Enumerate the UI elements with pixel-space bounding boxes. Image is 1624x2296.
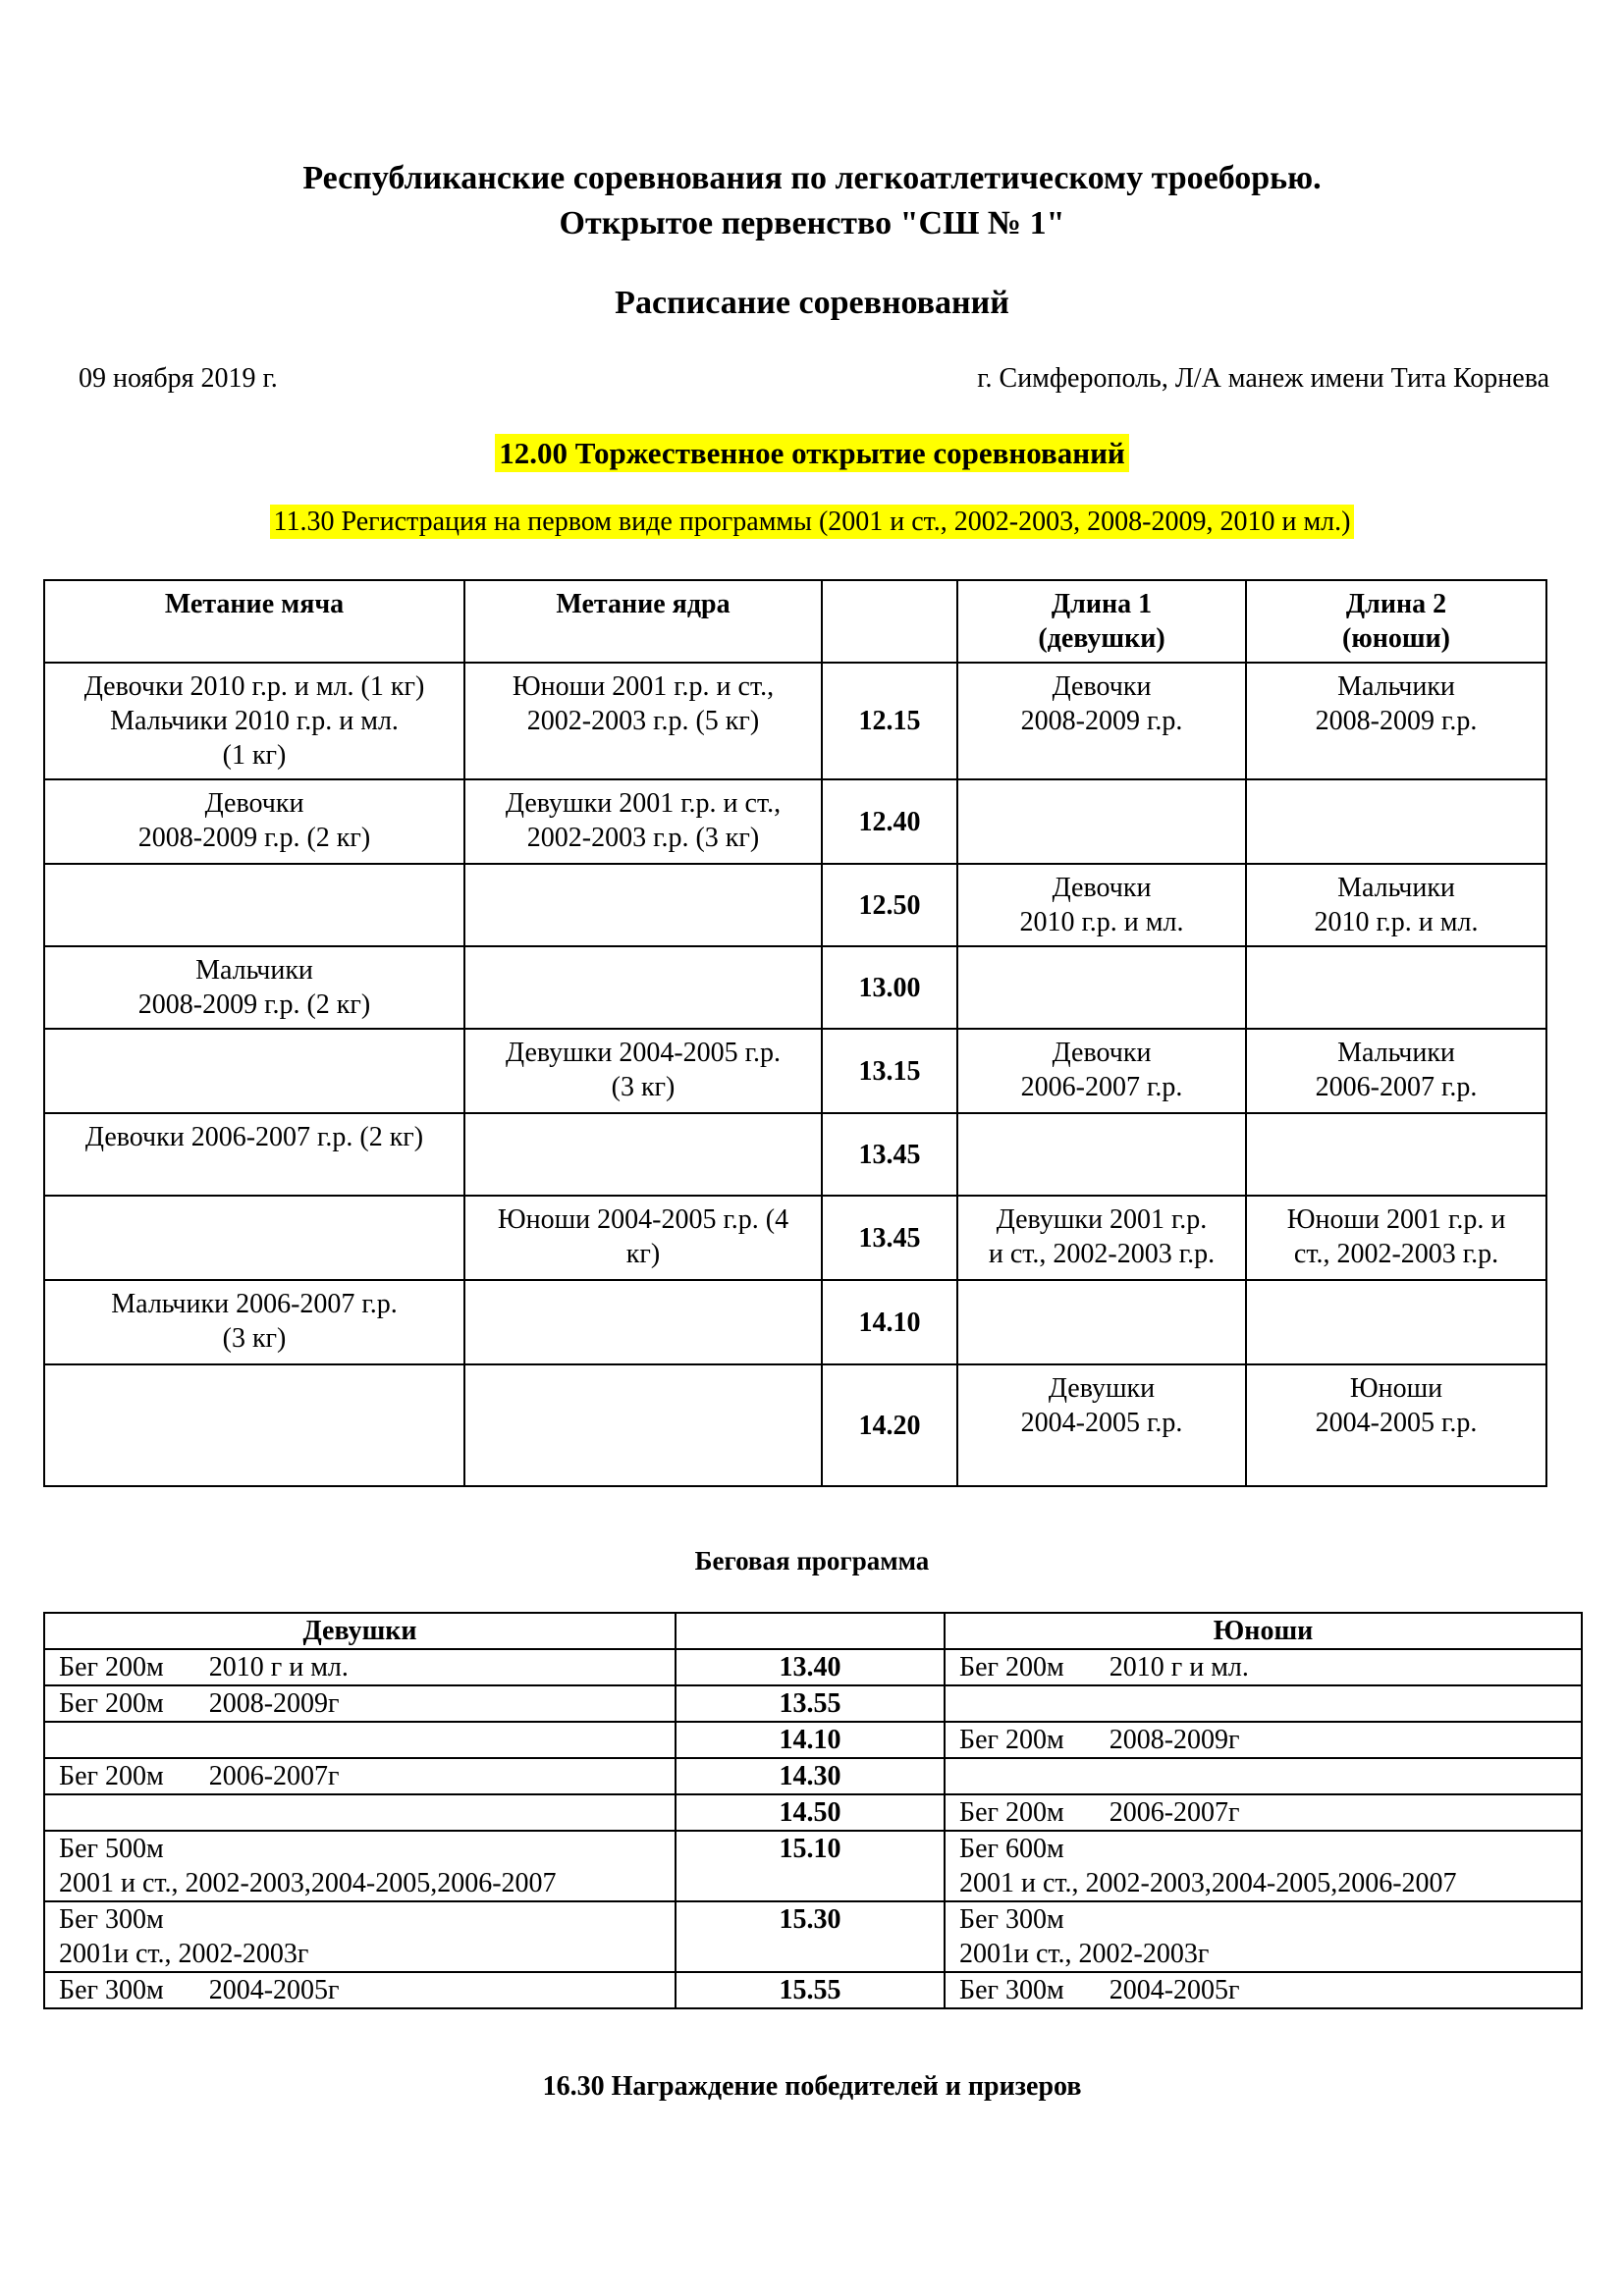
run-time-cell: 13.55: [676, 1685, 945, 1722]
running-table-row: [44, 1901, 1582, 1972]
girls-event-cell: [44, 1794, 676, 1831]
girls-event-cell: [44, 1972, 676, 2008]
boys-age-group: 2004-2005г: [1109, 1975, 1240, 2005]
running-table-row: [44, 1685, 1582, 1722]
boys-age-groups: 2001и ст., 2002-2003г: [959, 1939, 1210, 1969]
boys-event-cell: [945, 1831, 1582, 1901]
field-table-row: [44, 1280, 1546, 1364]
header-boys: Юноши: [945, 1613, 1582, 1649]
long-jump-2-cell: [1246, 779, 1546, 864]
girls-event-name: Бег 300м: [59, 1975, 164, 2005]
long-jump-1-cell: [957, 946, 1246, 1029]
time-cell: 14.10: [822, 1280, 957, 1364]
boys-age-group: 2006-2007г: [1109, 1797, 1240, 1828]
boys-age-groups: 2001 и ст., 2002-2003,2004-2005,2006-2007: [959, 1868, 1457, 1898]
boys-age-group: 2008-2009г: [1109, 1725, 1240, 1755]
ball-throw-cell: Мальчики 2006-2007 г.р. (3 кг): [44, 1280, 464, 1364]
run-time-cell: 15.30: [676, 1901, 945, 1972]
girls-event-name: Бег 200м: [59, 1688, 164, 1719]
shot-put-cell: [464, 1364, 822, 1486]
time-cell: 12.50: [822, 864, 957, 946]
running-table-row: [44, 1831, 1582, 1901]
girls-event-name: Бег 200м: [59, 1761, 164, 1791]
ball-throw-cell: Мальчики 2008-2009 г.р. (2 кг): [44, 946, 464, 1029]
run-time-cell: 15.55: [676, 1972, 945, 2008]
girls-event-cell: [44, 1758, 676, 1794]
shot-put-cell: [464, 1280, 822, 1364]
header-shot-put: Метание ядра: [464, 580, 822, 663]
boys-age-group: 2010 г и мл.: [1109, 1652, 1249, 1682]
girls-event-cell: [44, 1649, 676, 1685]
shot-put-cell: [464, 864, 822, 946]
ball-throw-cell: Девочки 2010 г.р. и мл. (1 кг) Мальчики 2010 г.р. и мл. (1 кг): [44, 663, 464, 779]
girls-age-group: 2010 г и мл.: [208, 1652, 349, 1682]
boys-event-name: Бег 200м: [959, 1652, 1064, 1682]
girls-event-name: Бег 500м: [59, 1834, 164, 1864]
long-jump-1-cell: Девушки 2004-2005 г.р.: [957, 1364, 1246, 1486]
girls-event-cell: [44, 1831, 676, 1901]
field-events-table: [43, 579, 1547, 1487]
running-table: [43, 1612, 1583, 2009]
long-jump-1-cell: [957, 779, 1246, 864]
field-table-row: [44, 1364, 1546, 1486]
boys-event-cell: [945, 1901, 1582, 1972]
header-girls: Девушки: [44, 1613, 676, 1649]
run-time-cell: 14.30: [676, 1758, 945, 1794]
shot-put-cell: [464, 1113, 822, 1196]
boys-event-cell: [945, 1685, 1582, 1722]
ball-throw-cell: [44, 864, 464, 946]
long-jump-1-cell: Девочки 2008-2009 г.р.: [957, 663, 1246, 779]
long-jump-1-cell: Девочки 2010 г.р. и мл.: [957, 864, 1246, 946]
running-table-row: [44, 1722, 1582, 1758]
event-date: 09 ноября 2019 г.: [79, 363, 278, 394]
boys-event-cell: [945, 1722, 1582, 1758]
girls-event-cell: [44, 1722, 676, 1758]
girls-age-group: 2008-2009г: [208, 1688, 340, 1719]
time-cell: 12.15: [822, 663, 957, 779]
field-table-row: [44, 1196, 1546, 1280]
field-table-row: [44, 1113, 1546, 1196]
header-ball-throw: Метание мяча: [44, 580, 464, 663]
field-table-row: [44, 779, 1546, 864]
shot-put-cell: [464, 946, 822, 1029]
header-time: [822, 580, 957, 663]
running-table-header: [44, 1613, 1582, 1649]
title-line-2: Открытое первенство "СШ № 1": [559, 205, 1065, 241]
long-jump-2-cell: Юноши 2004-2005 г.р.: [1246, 1364, 1546, 1486]
girls-event-cell: [44, 1901, 676, 1972]
field-table-row: [44, 864, 1546, 946]
run-time-cell: 13.40: [676, 1649, 945, 1685]
girls-age-groups: 2001и ст., 2002-2003г: [59, 1939, 309, 1969]
boys-event-name: Бег 300м: [959, 1975, 1064, 2005]
registration-note: 11.30 Регистрация на первом виде программы (2001 и ст., 2002-2003, 2008-2009, 2010 и мл.): [270, 505, 1355, 539]
long-jump-1-cell: Девочки 2006-2007 г.р.: [957, 1029, 1246, 1113]
time-cell: 13.45: [822, 1113, 957, 1196]
running-table-row: [44, 1972, 1582, 2008]
header-long-jump-2: Длина 2 (юноши): [1246, 580, 1546, 663]
running-table-row: [44, 1649, 1582, 1685]
running-table-row: [44, 1758, 1582, 1794]
long-jump-2-cell: [1246, 1280, 1546, 1364]
ball-throw-cell: Девочки 2006-2007 г.р. (2 кг): [44, 1113, 464, 1196]
long-jump-2-cell: Мальчики 2010 г.р. и мл.: [1246, 864, 1546, 946]
time-cell: 13.45: [822, 1196, 957, 1280]
long-jump-2-cell: [1246, 1113, 1546, 1196]
long-jump-2-cell: Мальчики 2008-2009 г.р.: [1246, 663, 1546, 779]
schedule-title: Расписание соревнований: [615, 285, 1009, 321]
field-table-row: [44, 946, 1546, 1029]
ball-throw-cell: Девочки 2008-2009 г.р. (2 кг): [44, 779, 464, 864]
time-cell: 14.20: [822, 1364, 957, 1486]
field-table-row: [44, 663, 1546, 779]
long-jump-1-cell: [957, 1280, 1246, 1364]
shot-put-cell: Девушки 2001 г.р. и ст., 2002-2003 г.р. (3 кг): [464, 779, 822, 864]
boys-event-name: Бег 200м: [959, 1797, 1064, 1828]
header-run-time: [676, 1613, 945, 1649]
boys-event-cell: [945, 1758, 1582, 1794]
opening-ceremony: 12.00 Торжественное открытие соревнований: [495, 434, 1129, 472]
header-long-jump-1: Длина 1 (девушки): [957, 580, 1246, 663]
run-time-cell: 15.10: [676, 1831, 945, 1901]
long-jump-2-cell: Мальчики 2006-2007 г.р.: [1246, 1029, 1546, 1113]
run-time-cell: 14.10: [676, 1722, 945, 1758]
long-jump-1-cell: Девушки 2001 г.р. и ст., 2002-2003 г.р.: [957, 1196, 1246, 1280]
boys-event-name: Бег 300м: [959, 1904, 1064, 1935]
time-cell: 12.40: [822, 779, 957, 864]
field-table-header: [44, 580, 1546, 663]
girls-event-cell: [44, 1685, 676, 1722]
run-time-cell: 14.50: [676, 1794, 945, 1831]
boys-event-cell: [945, 1649, 1582, 1685]
title-line-1: Республиканские соревнования по легкоатлетическому троеборью.: [302, 160, 1322, 196]
shot-put-cell: Юноши 2001 г.р. и ст., 2002-2003 г.р. (5 кг): [464, 663, 822, 779]
time-cell: 13.00: [822, 946, 957, 1029]
boys-event-name: Бег 600м: [959, 1834, 1064, 1864]
girls-age-group: 2006-2007г: [208, 1761, 340, 1791]
girls-event-name: Бег 200м: [59, 1652, 164, 1682]
running-table-row: [44, 1794, 1582, 1831]
girls-age-group: 2004-2005г: [208, 1975, 340, 2005]
awards-note: 16.30 Награждение победителей и призеров: [542, 2071, 1082, 2102]
long-jump-2-cell: Юноши 2001 г.р. и ст., 2002-2003 г.р.: [1246, 1196, 1546, 1280]
event-location: г. Симферополь, Л/А манеж имени Тита Корнева: [977, 363, 1549, 394]
ball-throw-cell: [44, 1364, 464, 1486]
time-cell: 13.15: [822, 1029, 957, 1113]
running-title: Беговая программа: [694, 1546, 930, 1575]
boys-event-cell: [945, 1794, 1582, 1831]
girls-event-name: Бег 300м: [59, 1904, 164, 1935]
shot-put-cell: Девушки 2004-2005 г.р. (3 кг): [464, 1029, 822, 1113]
boys-event-cell: [945, 1972, 1582, 2008]
long-jump-2-cell: [1246, 946, 1546, 1029]
ball-throw-cell: [44, 1029, 464, 1113]
boys-event-name: Бег 200м: [959, 1725, 1064, 1755]
long-jump-1-cell: [957, 1113, 1246, 1196]
ball-throw-cell: [44, 1196, 464, 1280]
shot-put-cell: Юноши 2004-2005 г.р. (4 кг): [464, 1196, 822, 1280]
girls-age-groups: 2001 и ст., 2002-2003,2004-2005,2006-2007: [59, 1868, 557, 1898]
field-table-row: [44, 1029, 1546, 1113]
